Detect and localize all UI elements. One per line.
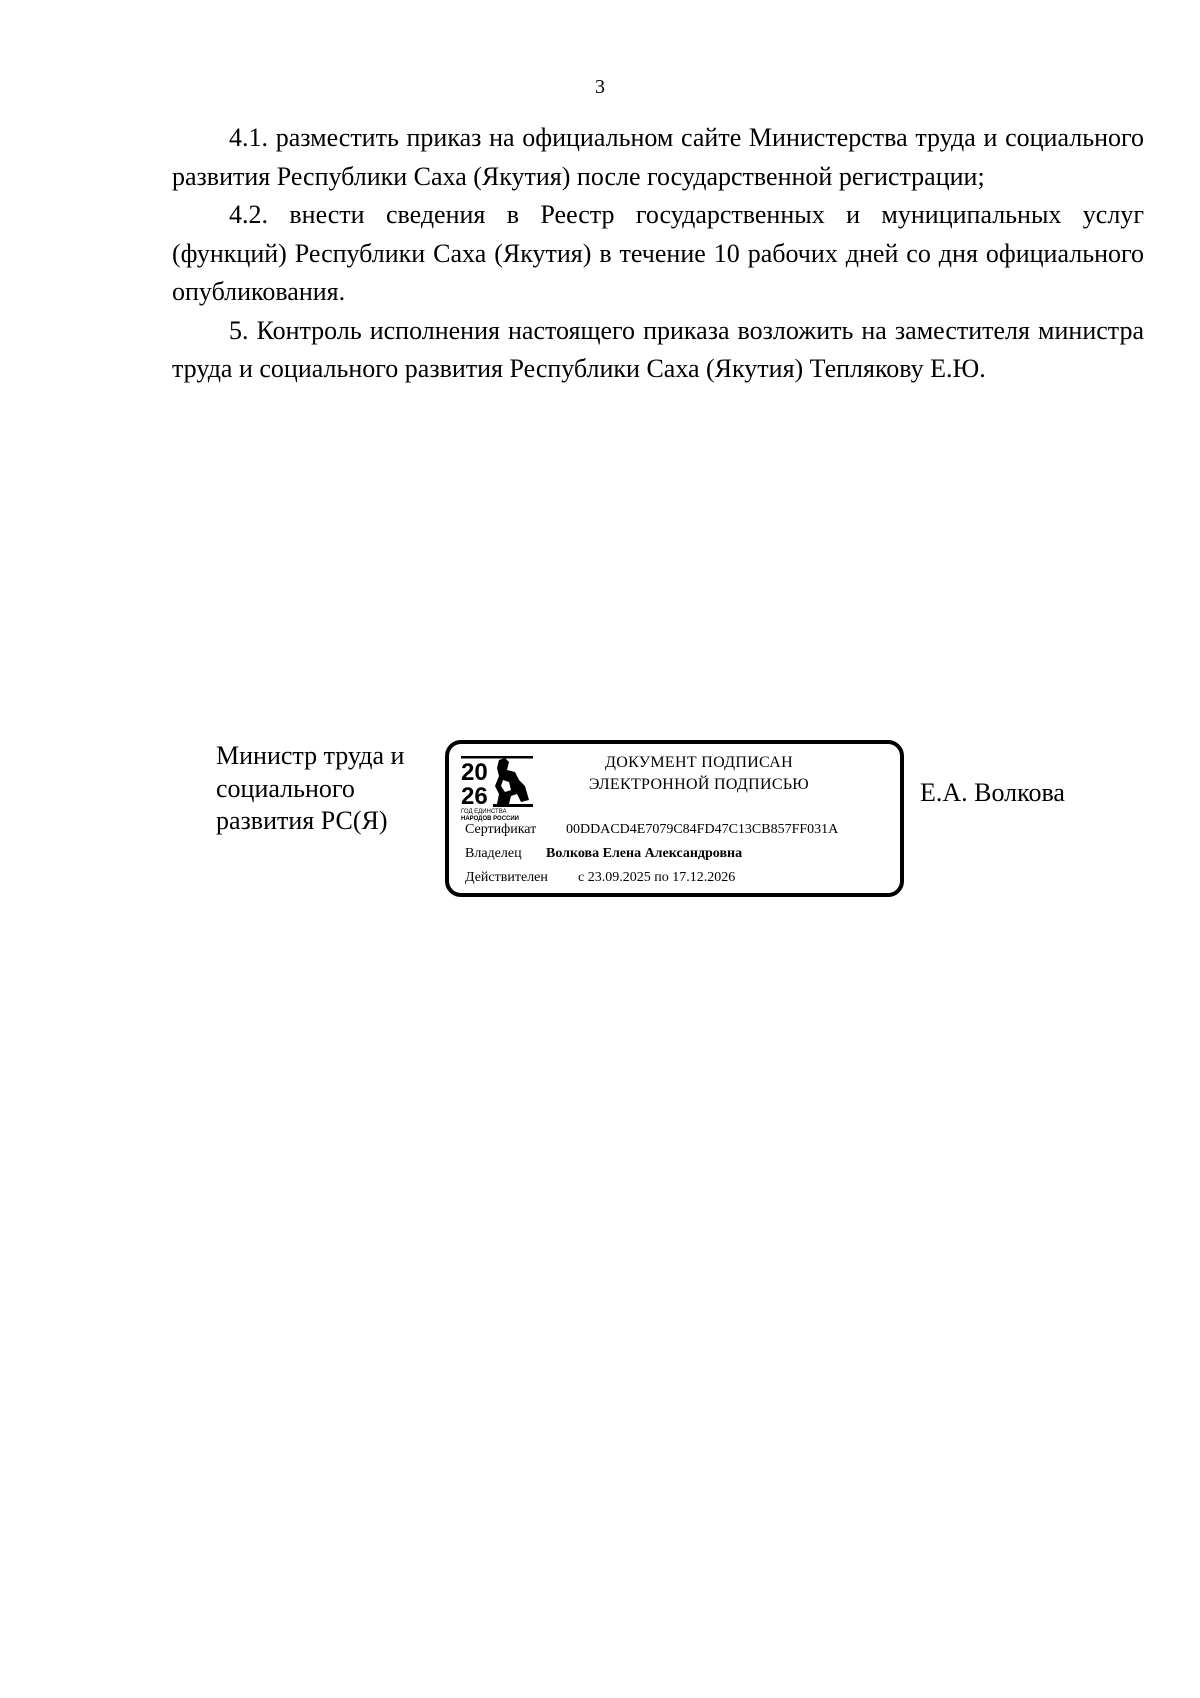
owner-row <box>465 846 742 862</box>
signer-name: Е.А. Волкова <box>920 778 1065 807</box>
validity-label: Действителен <box>465 870 548 885</box>
logo-caption-line2: НАРОДОВ РОССИИ <box>461 816 519 822</box>
signer-title <box>216 740 446 838</box>
stamp-heading-line2: ЭЛЕКТРОННОЙ ПОДПИСЬЮ <box>588 776 810 793</box>
certificate-row <box>465 822 838 838</box>
electronic-signature-stamp <box>445 740 904 897</box>
stamp-heading-line1: ДОКУМЕНТ ПОДПИСАН <box>605 754 793 771</box>
certificate-label: Сертификат <box>465 822 537 837</box>
validity-value: с 23.09.2025 по 17.12.2026 <box>578 870 736 885</box>
page-number: 3 <box>595 76 605 98</box>
paragraph-4-2: 4.2. внести сведения в Реестр государственных и муниципальных услуг (функций) Республики Саха (Якутия) в течение 10 рабочих дней со дня официального опубликования. <box>172 200 1144 306</box>
signer-title-line: Министр труда и <box>216 741 405 770</box>
paragraph-5: 5. Контроль исполнения настоящего приказа возложить на заместителя министра труда и социального развития Республики Саха (Якутия) Теплякову Е.Ю. <box>172 315 1144 383</box>
paragraph-4-1: 4.1. разместить приказ на официальном сайте Министерства труда и социального развития Республики Саха (Якутия) после государственной регистрации; <box>172 123 1144 191</box>
logo-year-top: 20 <box>461 759 488 786</box>
logo-caption-line1: ГОД ЕДИНСТВА <box>461 809 507 815</box>
logo-year-bottom: 26 <box>461 783 488 810</box>
stamp-heading <box>569 752 829 796</box>
document-body <box>172 119 1144 389</box>
owner-label: Владелец <box>465 846 522 861</box>
certificate-value: 00DDACD4E7079C84FD47C13CB857FF031A <box>566 822 839 837</box>
owner-value: Волкова Елена Александровна <box>546 846 743 861</box>
signer-title-line: развития РС(Я) <box>216 806 388 835</box>
year-of-unity-emblem-icon <box>459 750 535 822</box>
signer-title-line: социального <box>216 773 355 803</box>
validity-row <box>465 870 735 886</box>
signature-block <box>0 740 1200 910</box>
